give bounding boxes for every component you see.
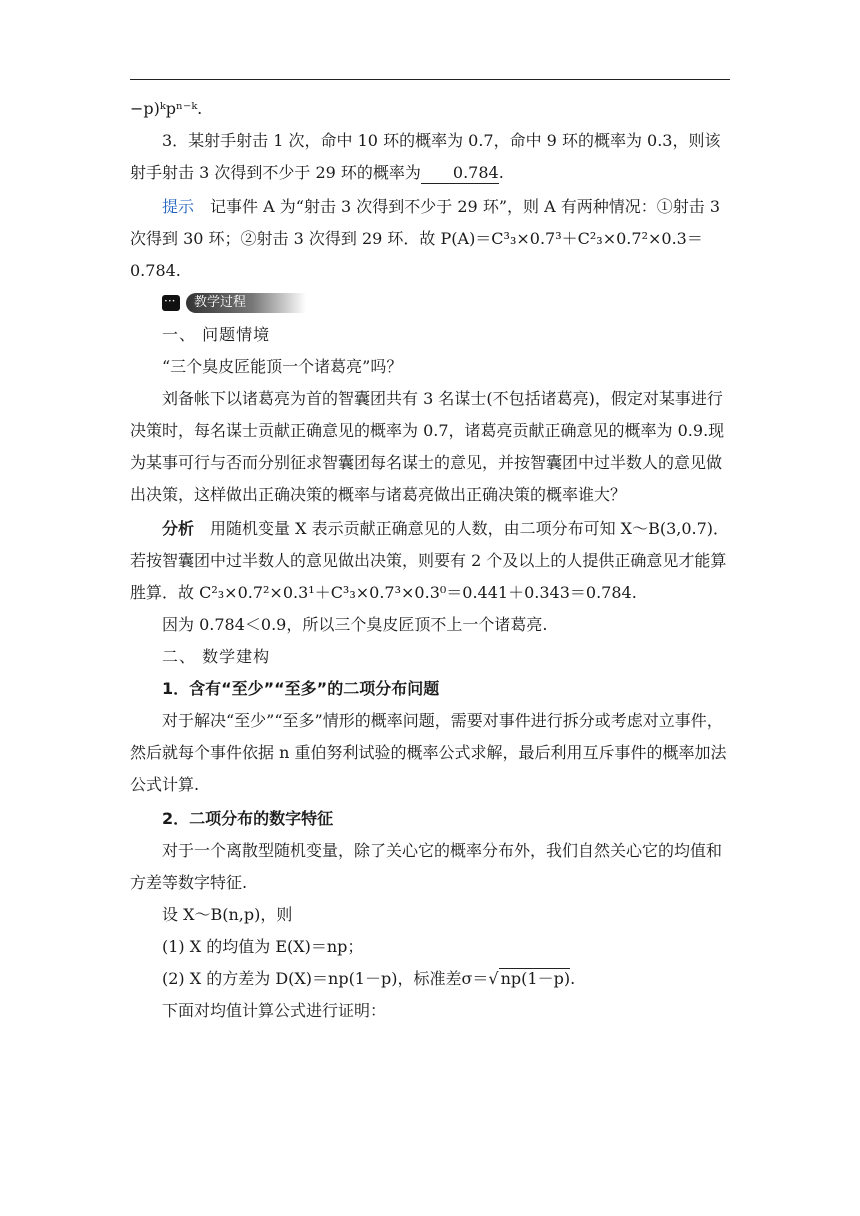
- question-3-text: 3．某射手射击 1 次，命中 10 环的概率为 0.7，命中 9 环的概率为 0.3，则该射手射击 3 次得到不少于 29 环的概率为: [130, 131, 721, 182]
- conclusion: 因为 0.784＜0.9，所以三个臭皮匠顶不上一个诸葛亮.: [162, 615, 548, 634]
- story-paragraph: 刘备帐下以诸葛亮为首的智囊团共有 3 名谋士(不包括诸葛亮)，假定对某事进行决策时，每名谋士贡献正确意见的概率为 0.7，诸葛亮贡献正确意见的概率为 0.9.现为某事可行与否而分别征求智囊团每名谋士的意见，并按智囊团中过半数人的意见做出决策，这样做出正确决策的概率与诸葛亮做出正确决策的概率谁大？: [130, 389, 725, 504]
- document-body: [130, 93, 730, 1027]
- proof-intro: 下面对均值计算公式进行证明：: [162, 1001, 387, 1020]
- sqrt-content: np(1－p): [500, 969, 571, 988]
- subheading-2-body: 对于一个离散型随机变量，除了关心它的概率分布外，我们自然关心它的均值和方差等数字特征.: [130, 841, 723, 892]
- variance-formula: [130, 963, 730, 995]
- assumption: 设 X～B(n,p)，则: [162, 905, 293, 924]
- variance-text: (2) X 的方差为 D(X)＝np(1－p)，标准差σ＝: [162, 969, 489, 988]
- hint-paragraph: [130, 191, 730, 287]
- subheading-1-body: 对于解决“至少”“至多”情形的概率问题，需要对事件进行拆分或考虑对立事件，然后就每个事件依据 n 重伯努利试验的概率公式求解，最后利用互斥事件的概率加法公式计算.: [130, 711, 727, 794]
- analysis-paragraph: [130, 513, 730, 609]
- variance-end: .: [570, 969, 576, 988]
- hint-body: 记事件 A 为“射击 3 次得到不少于 29 环”，则 A 有两种情况：①射击 3 次得到 30 环；②射击 3 次得到 29 环．故 P(A)＝C³₃×0.7³＋C²₃×0.7²×0.3＝0.784.: [130, 197, 720, 280]
- sqrt-symbol: √: [488, 969, 499, 988]
- section-banner: [162, 291, 730, 315]
- question-3: 3．某射手射击 1 次，命中 10 环的概率为 0.7，命中 9 环的概率为 0.3，则该射手射击 3 次得到不少于 29 环的概率为 0.784.: [130, 131, 721, 182]
- continued-formula: −p)ᵏpⁿ⁻ᵏ.: [130, 99, 203, 118]
- analysis-label: 分析: [162, 519, 195, 538]
- section-heading-2: 二、 数学建构: [162, 647, 271, 666]
- subheading-2: 2．二项分布的数字特征: [162, 809, 334, 828]
- banner-label: 教学过程: [186, 293, 306, 313]
- section-heading-1: 一、 问题情境: [162, 325, 271, 344]
- question-quote: “三个臭皮匠能顶一个诸葛亮”吗？: [162, 357, 403, 376]
- answer-blank: 0.784: [421, 163, 499, 184]
- subheading-1: 1．含有“至少”“至多”的二项分布问题: [162, 679, 440, 698]
- header-rule: [130, 79, 730, 80]
- chat-bubble-icon: [162, 295, 180, 311]
- analysis-body: 用随机变量 X 表示贡献正确意见的人数，由二项分布可知 X～B(3,0.7)．若按智囊团中过半数人的意见做出决策，则要有 2 个及以上的人提供正确意见才能算胜算．故 C²₃×0.7²×0.3¹＋C³₃×0.7³×0.3⁰＝0.441＋0.343＝0.784.: [130, 519, 730, 602]
- mean-formula: (1) X 的均值为 E(X)＝np；: [162, 937, 364, 956]
- hint-label: 提示: [162, 197, 195, 216]
